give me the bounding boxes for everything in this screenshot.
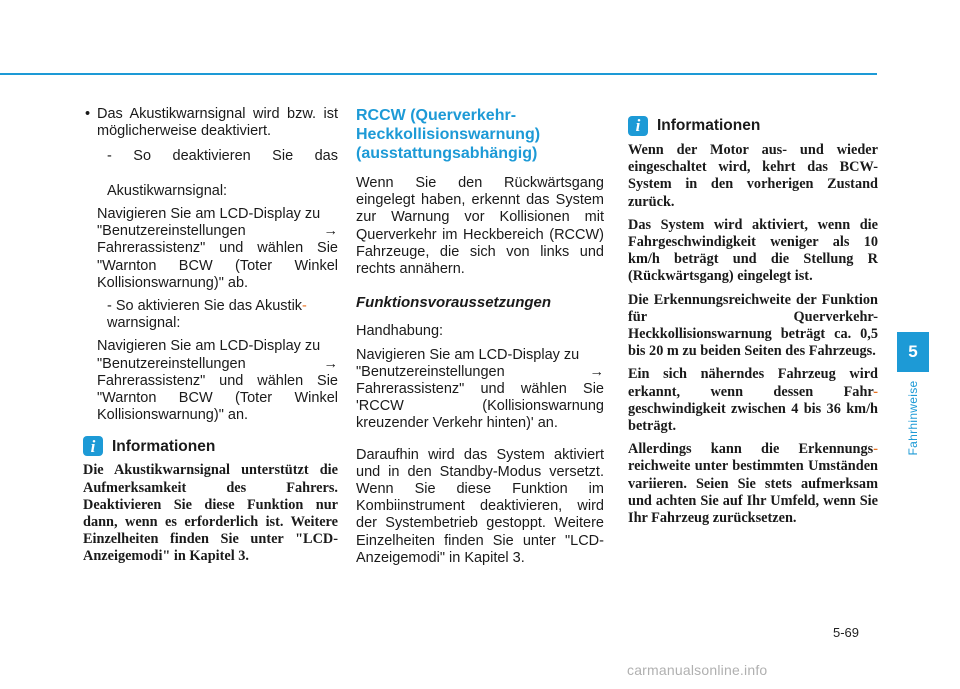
arrow-icon: → (323, 355, 338, 372)
info-header (83, 436, 338, 456)
p4-text-b: geschwindigkeit zwischen 4 bis 36 km/h beträgt. (628, 400, 878, 435)
nav3-line-a: Navigieren Sie am LCD-Display zu (356, 346, 580, 363)
arrow-icon: → (589, 363, 604, 380)
column-left (83, 106, 338, 566)
nav-instruction-2 (83, 338, 338, 424)
nav1-line-b (97, 223, 338, 240)
info-icon: i (83, 436, 103, 456)
info-title: Informationen (112, 437, 216, 455)
nav2-line-b (97, 356, 338, 373)
nav2-line-a: Navigieren Sie am LCD-Display zu (97, 338, 321, 355)
nav1-menu-text: "Benutzereinstellungen (97, 223, 246, 240)
deactivate-line: - So deaktivieren Sie das (107, 148, 338, 165)
section-heading: RCCW (Querverkehr-Heckkollisionswarnung) (ausstattungsabhängig) (356, 107, 541, 162)
arrow-icon: → (323, 223, 338, 240)
page-number: 5-69 (833, 625, 860, 640)
after-paragraph: Daraufhin wird das System aktiviert und in den Standby-Modus versetzt. Wenn Sie diese Funktion im Kombiinstrument deaktivieren, wird der Systembetrieb gestoppt. Weitere Einzelheiten finden Sie unter "LCD-Anzeigemodi" in Kapitel 3. (356, 446, 604, 566)
nav-instruction-1 (83, 206, 338, 292)
info-paragraph-4 (628, 366, 878, 435)
info-title: Informationen (657, 117, 761, 135)
bullet-text: Das Akustikwarnsignal wird bzw. ist möglicherweise deaktiviert. (97, 106, 338, 140)
subheading: Funktionsvoraussetzungen (356, 294, 552, 312)
watermark: carmanualsonline.info (627, 662, 768, 678)
info-header (628, 116, 878, 136)
nav1-line-c: Fahrerassistenz" und wählen Sie "Warnton BCW (Toter Winkel Kollisionswarnung)" ab. (97, 240, 338, 291)
soft-hyphen: - (873, 441, 878, 458)
p5-text-a: Allerdings kann die Erkennungs (628, 441, 874, 458)
bullet-glyph: • (85, 106, 91, 122)
info-paragraph-1: Wenn der Motor aus- und wieder eingeschaltet wird, kehrt das BCW-System in den vorherigen Zustand zurück. (628, 142, 878, 210)
column-middle (356, 106, 604, 567)
p5-text-b: reichweite unter bestimmten Umständen variieren. Seien Sie stets aufmerksam und achten Sie auf Ihr Umfeld, wenn Sie Ihr Fahrzeug zurücksetzen. (628, 458, 878, 527)
soft-hyphen: - (873, 383, 878, 400)
p4-text-a: Ein sich näherndes Fahrzeug wird erkannt, wenn dessen Fahr (628, 366, 878, 400)
handhabung-label: Handhabung: (356, 323, 444, 340)
soft-hyphen: - (302, 298, 307, 315)
info-paragraph-5 (628, 441, 878, 527)
activate-line-2: warnsignal: (107, 315, 181, 332)
info-paragraph-2: Das System wird aktiviert, wenn die Fahrgeschwindigkeit weniger als 10 km/h beträgt und die Stellung R (Rückwärtsgang) eingelegt ist. (628, 216, 878, 285)
chapter-tab: 5 (897, 332, 929, 372)
top-rule (0, 73, 877, 75)
nav3-line-c: Fahrerassistenz" und wählen Sie 'RCCW (Kollisionswarnung kreuzender Verkehr hinten)' an. (356, 381, 604, 432)
nav1-line-a: Navigieren Sie am LCD-Display zu (97, 206, 321, 223)
nav2-line-c: Fahrerassistenz" und wählen Sie "Warnton BCW (Toter Winkel Kollisionswarnung)" an. (97, 372, 338, 424)
deactivate-step (83, 148, 338, 200)
nav-instruction-3 (356, 347, 604, 433)
activate-step (83, 298, 338, 332)
chapter-label: Fahrhinweise (906, 380, 920, 456)
nav3-menu-text: "Benutzereinstellungen (356, 363, 505, 380)
deactivate-line-2: Akustikwarnsignal: (107, 182, 228, 199)
column-right (628, 106, 878, 527)
activate-line (107, 298, 338, 315)
intro-paragraph: Wenn Sie den Rückwärtsgang eingelegt haben, erkennt das System zur Warnung vor Kollisionen mit Querverkehr im Heckbereich (RCCW) Fahrzeuge, die sich von links und rechts annähern. (356, 175, 604, 278)
info-text: Die Akustikwarnsignal unterstützt die Aufmerksamkeit des Fahrers. Deaktivieren Sie diese Funktion nur dann, wenn es erforderlich ist. Weitere Einzelheiten finden Sie unter "LCD-Anzeigemodi" in Kapitel 3. (83, 462, 338, 565)
activate-text: - So aktivieren Sie das Akustik (107, 298, 303, 315)
info-icon: i (628, 116, 648, 136)
nav2-menu-text: "Benutzereinstellungen (97, 355, 246, 372)
bullet-item (83, 106, 338, 140)
info-paragraph-3: Die Erkennungsreichweite der Funktion für Querverkehr-Heckkollisionswarnung beträgt ca. 0,5 bis 20 m zu beiden Seiten des Fahrzeugs. (628, 291, 878, 360)
nav3-line-b (356, 364, 604, 381)
